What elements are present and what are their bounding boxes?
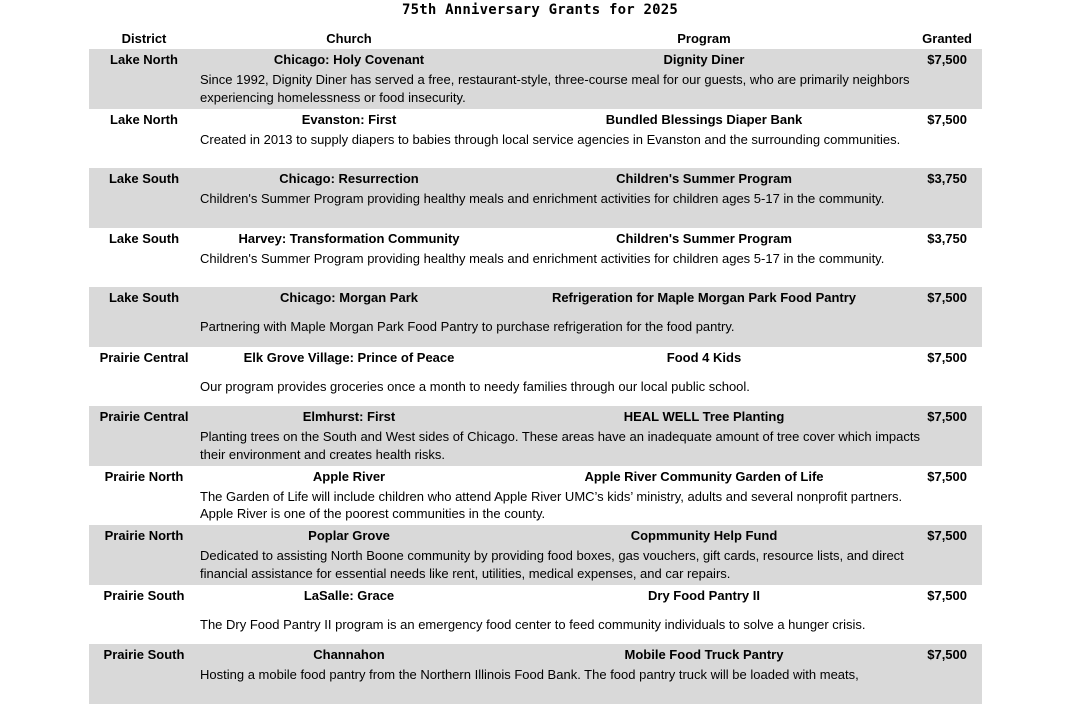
- program-cell: Children's Summer Program: [616, 230, 792, 246]
- description-cell: Dedicated to assisting North Boone community by providing food boxes, gas vouchers, gift cards, resource lists, and direct financial assistance for essential needs like rent, utilities, medical expenses, and car repairs.: [200, 548, 904, 581]
- granted-cell: $7,500: [927, 468, 967, 484]
- district-cell: Lake South: [108, 290, 180, 305]
- program-cell: Apple River Community Garden of Life: [584, 468, 824, 484]
- church-cell: Evanston: First: [301, 111, 397, 127]
- description-cell: Partnering with Maple Morgan Park Food Pantry to purchase refrigeration for the food pantry.: [200, 319, 735, 334]
- district-cell: Prairie Central: [99, 349, 189, 365]
- granted-cell: $7,500: [927, 528, 967, 543]
- district-cell: Prairie North: [104, 468, 184, 484]
- district-cell: Prairie Central: [99, 409, 189, 424]
- district-cell: Prairie South: [103, 647, 185, 662]
- church-cell: Harvey: Transformation Community: [238, 230, 460, 246]
- program-cell: HEAL WELL Tree Planting: [623, 409, 785, 424]
- description-cell: Our program provides groceries once a month to needy families through our local public school.: [200, 378, 750, 394]
- church-cell: Elmhurst: First: [302, 409, 396, 424]
- column-header-church: Church: [326, 31, 372, 46]
- district-cell: Lake North: [110, 111, 178, 127]
- granted-cell: $7,500: [927, 647, 967, 662]
- church-cell: Chicago: Morgan Park: [280, 290, 418, 305]
- program-cell: Food 4 Kids: [666, 349, 742, 365]
- description-cell: The Garden of Life will include children who attend Apple River UMC’s kids’ ministry, adults and several nonprofit partners. Apple River is one of the poorest communities in the county.: [200, 488, 903, 521]
- table-row: [89, 347, 982, 407]
- church-cell: LaSalle: Grace: [303, 587, 395, 603]
- church-cell: Channahon: [313, 647, 385, 662]
- district-cell: Prairie North: [104, 528, 184, 543]
- description-cell: Created in 2013 to supply diapers to babies through local service agencies in Evanston and the surrounding communities.: [200, 131, 901, 147]
- program-cell: Copmmunity Help Fund: [630, 528, 778, 543]
- district-cell: Lake South: [108, 230, 180, 246]
- granted-cell: $7,500: [927, 111, 967, 127]
- table-row: [89, 644, 982, 704]
- table-row: [89, 525, 982, 585]
- description-cell: Since 1992, Dignity Diner has served a free, restaurant-style, three-course meal for our guests, who are primarily neighbors experiencing homelessness or food insecurity.: [200, 72, 910, 105]
- church-cell: Chicago: Holy Covenant: [273, 52, 425, 67]
- grants-table: [89, 49, 982, 704]
- table-row: [89, 406, 982, 466]
- description-cell: Children's Summer Program providing healthy meals and enrichment activities for children ages 5-17 in the community.: [200, 191, 885, 206]
- table-row: [89, 228, 982, 288]
- table-row: [89, 287, 982, 347]
- granted-cell: $7,500: [927, 587, 967, 603]
- program-cell: Dignity Diner: [663, 52, 745, 67]
- district-cell: Lake South: [108, 171, 180, 186]
- table-row: [89, 168, 982, 228]
- program-cell: Refrigeration for Maple Morgan Park Food Pantry: [551, 290, 857, 305]
- description-cell: The Dry Food Pantry II program is an emergency food center to feed community individuals to solve a hunger crisis.: [200, 616, 866, 632]
- church-cell: Chicago: Resurrection: [279, 171, 419, 186]
- description-cell: Hosting a mobile food pantry from the Northern Illinois Food Bank. The food pantry truck will be loaded with meats,: [200, 667, 859, 682]
- description-cell: Children's Summer Program providing healthy meals and enrichment activities for children ages 5-17 in the community.: [200, 250, 885, 266]
- program-cell: Dry Food Pantry II: [648, 587, 760, 603]
- granted-cell: $7,500: [927, 349, 967, 365]
- church-cell: Apple River: [312, 468, 386, 484]
- granted-cell: $7,500: [927, 409, 967, 424]
- program-cell: Mobile Food Truck Pantry: [624, 647, 784, 662]
- granted-cell: $3,750: [927, 171, 967, 186]
- page-title: 75th Anniversary Grants for 2025: [401, 2, 679, 18]
- program-cell: Bundled Blessings Diaper Bank: [605, 111, 803, 127]
- table-row: [89, 109, 982, 169]
- description-cell: Planting trees on the South and West sides of Chicago. These areas have an inadequate amount of tree cover which impacts their environment and creates health risks.: [200, 429, 921, 462]
- granted-cell: $7,500: [927, 52, 967, 67]
- granted-cell: $7,500: [927, 290, 967, 305]
- granted-cell: $3,750: [927, 230, 967, 246]
- table-row: [89, 466, 982, 526]
- column-header-program: Program: [677, 31, 731, 46]
- table-row: [89, 49, 982, 109]
- church-cell: Elk Grove Village: Prince of Peace: [243, 349, 455, 365]
- district-cell: Lake North: [110, 52, 178, 67]
- program-cell: Children's Summer Program: [616, 171, 792, 186]
- table-header: [89, 31, 982, 48]
- table-row: [89, 585, 982, 645]
- column-header-district: District: [121, 31, 167, 46]
- column-header-granted: Granted: [922, 31, 972, 46]
- district-cell: Prairie South: [103, 587, 185, 603]
- church-cell: Poplar Grove: [308, 528, 390, 543]
